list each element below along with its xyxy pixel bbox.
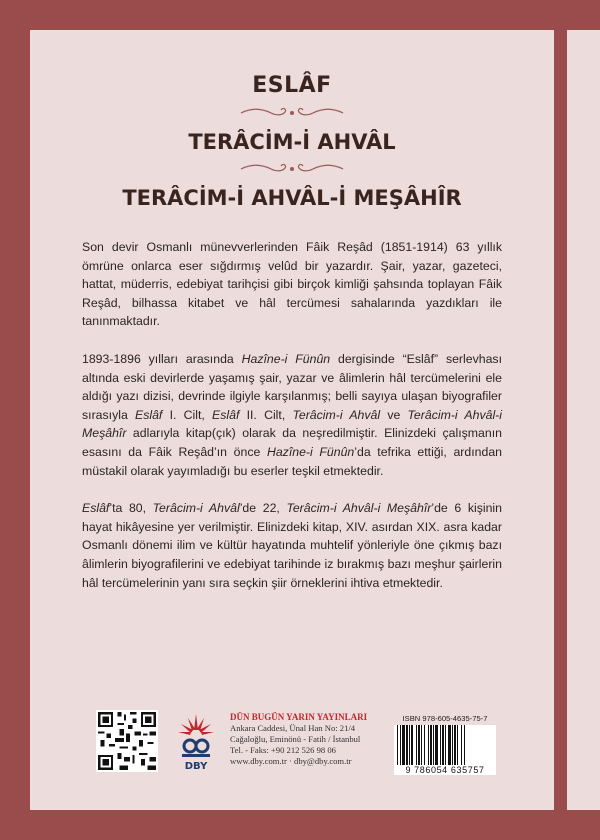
back-cover [30, 30, 554, 810]
text-run: 1893-1896 yılları arasında [82, 351, 242, 366]
qr-code-icon[interactable] [96, 710, 158, 772]
blurb [82, 238, 502, 611]
italic-title: Terâcim-i Ahvâl [152, 501, 240, 516]
title-teracim-i-ahval-i-mesahir: TERÂCİM-İ AHVÂL-İ MEŞÂHÎR [122, 186, 462, 210]
italic-title: Terâcim-i Ahvâl [292, 407, 381, 422]
isbn-barcode [390, 714, 500, 778]
text-run: ’de 22, [239, 501, 287, 516]
italic-title: Eslâf [82, 501, 110, 516]
text-run: Son devir Osmanlı münevverlerinden Fâik Reşâd (1851-1914) 63 yıllık ömrüne onlarca eser sığdırmış velûd bir yazardır. Şair, yazar, gazeteci, hattat, müderris, edebiyat tarihçisi gibi birçok kimliği şahsında toplayan Fâik Reşâd, bilhassa kitabet ve hâl tercümesi sahalarında yazdıkları ile tanınmaktadır. [82, 240, 502, 329]
publisher-name: DÜN BUGÜN YARIN YAYINLARI [230, 712, 368, 722]
publisher-address-line: Cağaloğlu, Eminönü - Fatih / İstanbul [230, 734, 361, 744]
text-run: ve [380, 407, 408, 422]
title-eslaf: ESLÂF [252, 73, 332, 98]
barcode-bars [394, 725, 496, 765]
publisher-info [230, 712, 380, 767]
title-teracim-i-ahval: TERÂCİM-İ AHVÂL [188, 130, 396, 154]
footer [96, 706, 500, 796]
italic-title: Terâcim-i Ahvâl-i Meşâhîr [286, 501, 432, 516]
ornament-divider [30, 106, 554, 122]
logo-text: DBY [184, 761, 208, 772]
publisher-contact[interactable]: www.dby.com.tr · dby@dby.com.tr [230, 756, 352, 766]
text-run: ’ta 80, [109, 501, 153, 516]
text-run: ’da tefrika ettiği, ardından müstakil olarak yayımladığı bu eserler teşkil etmektedir. [82, 444, 502, 478]
isbn-label: ISBN 978-605-4635-75-7 [402, 714, 488, 723]
barcode-bar [464, 725, 465, 765]
blurb-paragraph [82, 238, 502, 331]
italic-title: Eslâf [135, 407, 163, 422]
ornament-divider [30, 162, 554, 178]
text-run: adlarıyla kitap(çık) olarak da neşredilmiştir. Elinizdeki çalışmanın esasını da Fâik Reşâd’ın önce [82, 426, 502, 459]
italic-title: Hazîne-i Fünûn [266, 444, 355, 459]
italic-title: Terâcim-i Ahvâl-i Meşâhîr [82, 407, 503, 441]
blurb-paragraph [82, 350, 502, 480]
publisher-logo [176, 710, 216, 776]
title-block [30, 72, 554, 212]
publisher-phone: Tel. - Faks: +90 212 526 98 06 [230, 745, 336, 755]
italic-title: Hazîne-i Fünûn [241, 351, 331, 366]
text-run: ’de 6 kişinin hayat hikâyesine yer verilmiştir. Elinizdeki kitap, XIV. asırdan XIX. asra kadar Osmanlı dönemi ilim ve kültür hayatında muhtelif yönleriyle öne çıkmış bazı âlimlerin biyografilerini ve edebiyat tarihinde iz bırakmış bazı meşhur şairlerin hâl tercümelerinin yanı sıra seçkin şiir örneklerini ihtiva etmektedir. [82, 501, 502, 590]
next-cover-edge [567, 30, 600, 810]
italic-title: Eslâf [212, 407, 240, 422]
barcode-digits: 9 786054 635757 [394, 765, 496, 775]
text-run: I. Cilt, [162, 407, 213, 422]
publisher-address-line: Ankara Caddesi, Ünal Han No: 21/4 [230, 723, 356, 733]
text-run: II. Cilt, [239, 407, 293, 422]
swirl-ornament-icon [237, 162, 347, 176]
blurb-paragraph [82, 499, 502, 592]
text-run: dergisinde “Eslâf” serlevhası altında eski devirlerde yaşamış şair, yazar ve âlimlerin hâl tercümelerini ele aldığı yazı dizisi, devrinde ilgiyle karşılanmış; belli sayıya ulaşan biyografiler sırasıyla [82, 351, 502, 422]
swirl-ornament-icon [237, 106, 347, 120]
